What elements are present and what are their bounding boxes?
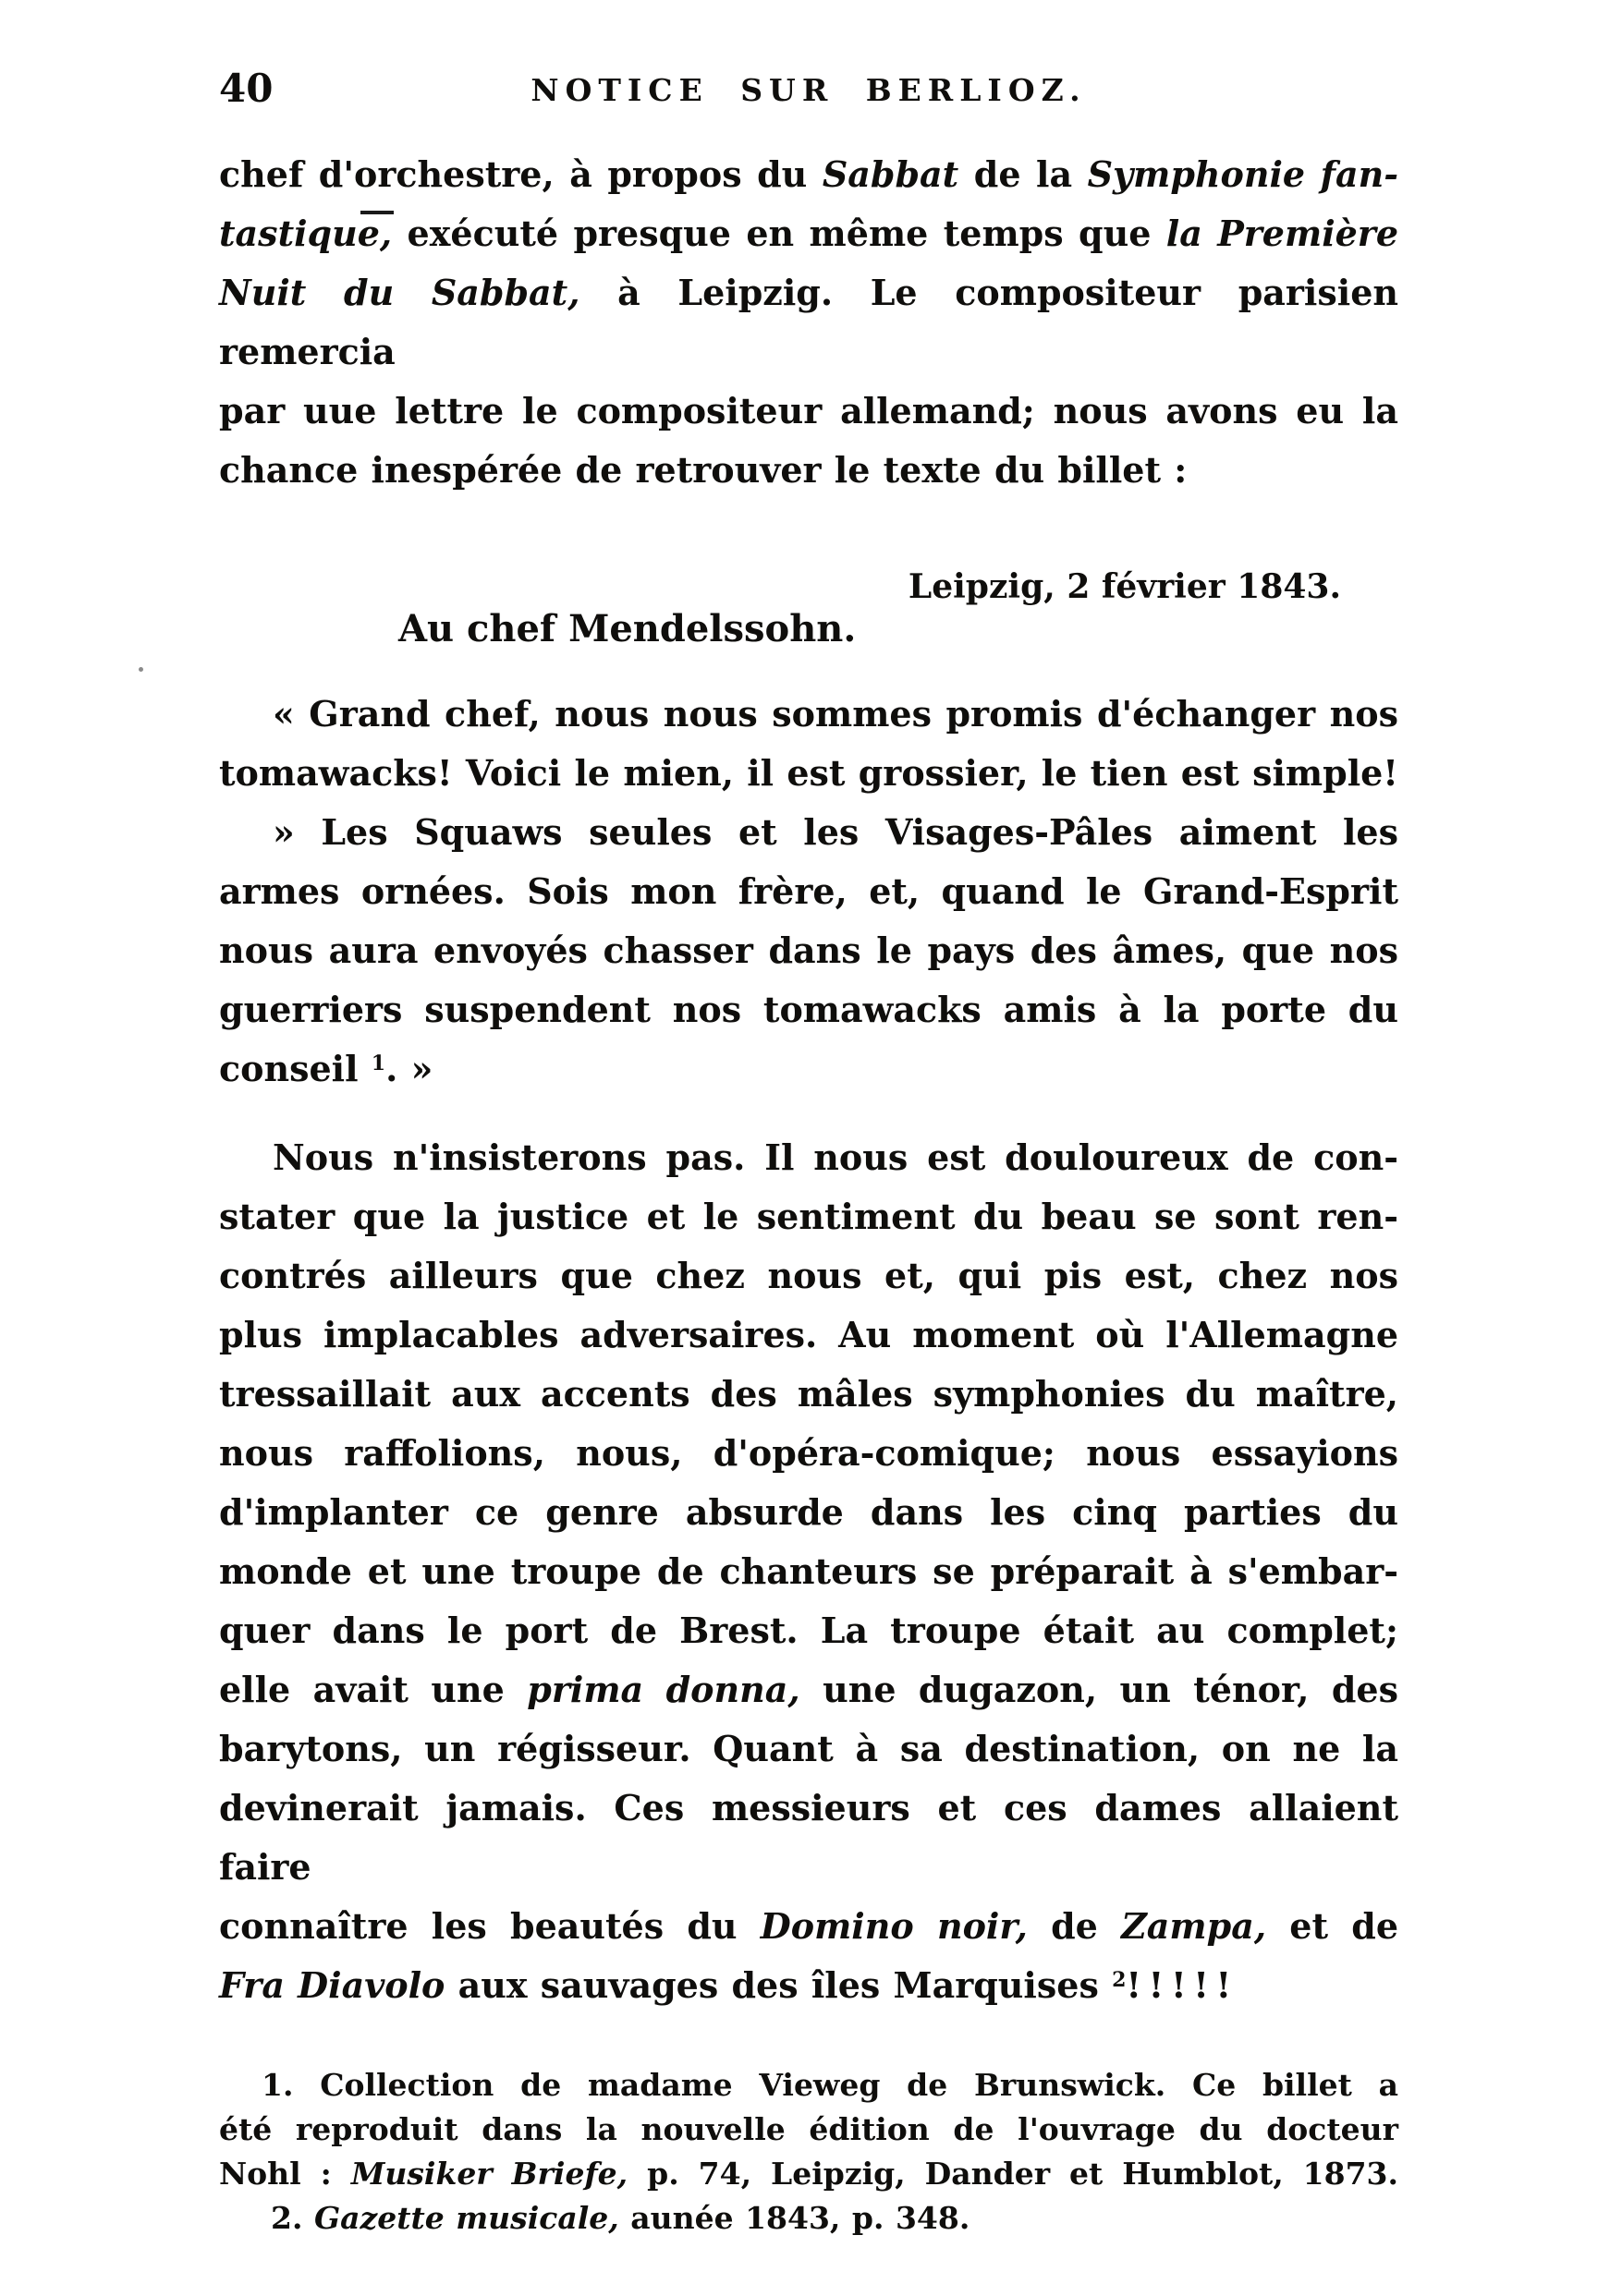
text-segment: » Les Squaws seules et les Visages-Pâles aiment les xyxy=(273,811,1398,853)
text-segment: chance inespérée de retrouver le texte du billet : xyxy=(219,449,1188,491)
text-segment: barytons, un régisseur. Quant à sa destination, on ne la xyxy=(219,1728,1398,1769)
text-segment: Nohl : xyxy=(219,2156,351,2192)
text-line xyxy=(219,1897,1398,1956)
text-segment: contrés ailleurs que chez nous et, qui pis est, chez nos xyxy=(219,1255,1398,1296)
text-segment: « Grand chef, nous nous sommes promis d'échanger nos xyxy=(273,693,1398,735)
text-segment: Nous n'insisterons pas. Il nous est douloureux de con- xyxy=(273,1136,1398,1178)
text-line xyxy=(219,1306,1398,1365)
letter-salutation: Au chef Mendelssohn. xyxy=(398,607,857,650)
italic-text: Musiker Briefe, xyxy=(350,2156,628,2192)
footnote-2 xyxy=(219,2196,1398,2241)
text-segment: devinerait jamais. Ces messieurs et ces dames allaient faire xyxy=(219,1787,1398,1888)
text-segment: armes ornées. Sois mon frère, et, quand le Grand-Esprit xyxy=(219,870,1398,912)
text-line xyxy=(219,1128,1398,1187)
text-line xyxy=(219,685,1398,744)
text-line xyxy=(219,803,1398,862)
text-segment: plus implacables adversaires. Au moment où l'Allemagne xyxy=(219,1314,1398,1355)
text-segment: 1. Collection de madame Vieweg de Brunswick. Ce billet a xyxy=(262,2067,1398,2103)
text-line xyxy=(219,980,1398,1039)
text-line xyxy=(219,1956,1398,2021)
text-segment: connaître les beautés du xyxy=(219,1905,761,1947)
italic-text: la Première xyxy=(1165,213,1398,254)
footnote-marker: 1 xyxy=(371,1051,386,1075)
text-line xyxy=(219,2152,1398,2196)
text-segment: aux sauvages des îles Marquises xyxy=(445,1964,1113,2006)
text-line xyxy=(219,263,1398,382)
italic-text: tastique, xyxy=(219,213,393,254)
text-segment: aunée 1843, p. 348. xyxy=(618,2200,970,2236)
italic-text: Nuit du Sabbat, xyxy=(219,272,580,313)
text-segment: monde et une troupe de chanteurs se préparait à s'embar- xyxy=(219,1550,1398,1592)
text-segment: nous raffolions, nous, d'opéra-comique; nous essayions xyxy=(219,1432,1398,1474)
text-segment: elle avait une xyxy=(219,1669,528,1710)
text-line xyxy=(219,1365,1398,1424)
text-segment: par uue lettre le compositeur allemand; nous avons eu la xyxy=(219,390,1398,431)
italic-text: Domino noir, xyxy=(760,1905,1028,1947)
text-line xyxy=(219,862,1398,921)
text-segment: de la xyxy=(958,153,1088,195)
text-line xyxy=(219,744,1398,803)
text-line xyxy=(219,145,1398,204)
italic-text: Gazette musicale, xyxy=(313,2200,619,2236)
letter-dateline: Leipzig, 2 février 1843. xyxy=(908,567,1341,606)
text-segment: 2. xyxy=(271,2200,314,2236)
paragraph-continuation xyxy=(219,145,1398,500)
text-segment: conseil xyxy=(219,1048,372,1089)
text-line xyxy=(219,2063,1398,2108)
text-segment: à Leipzig. Le compositeur parisien remercia xyxy=(219,272,1398,372)
text-segment: ! ! ! ! ! xyxy=(1126,1964,1232,2006)
text-segment: p. 74, Leipzig, Dander et Humblot, 1873. xyxy=(628,2156,1398,2192)
italic-text: Sabbat xyxy=(822,153,959,195)
text-segment: exécuté presque en même temps que xyxy=(392,213,1166,254)
print-artifact xyxy=(139,667,143,672)
letter-paragraph-1 xyxy=(219,685,1398,803)
text-segment: de xyxy=(1027,1905,1122,1947)
text-line xyxy=(219,921,1398,980)
text-segment: nous aura envoyés chasser dans le pays des âmes, que nos xyxy=(219,929,1398,971)
text-segment: chef d'orchestre, à propos du xyxy=(219,153,823,195)
text-segment: guerriers suspendent nos tomawacks amis à la porte du xyxy=(219,989,1398,1030)
italic-text: prima donna, xyxy=(527,1669,800,1710)
letter-paragraph-2 xyxy=(219,803,1398,1104)
text-line xyxy=(219,441,1398,500)
running-header: NOTICE SUR BERLIOZ. xyxy=(531,72,1087,108)
text-segment: tomawacks! Voici le mien, il est grossier, le tien est simple! xyxy=(219,752,1398,794)
footnote-marker: 2 xyxy=(1112,1967,1127,1992)
text-line xyxy=(219,1779,1398,1897)
text-line xyxy=(219,1424,1398,1483)
text-line xyxy=(219,2108,1398,2152)
footnote-1 xyxy=(219,2063,1398,2196)
text-segment: tressaillait aux accents des mâles symphonies du maître, xyxy=(219,1373,1398,1415)
text-segment: stater que la justice et le sentiment du beau se sont ren- xyxy=(219,1196,1398,1237)
text-line xyxy=(219,1483,1398,1542)
text-line xyxy=(219,1039,1398,1104)
text-line xyxy=(219,382,1398,441)
text-line xyxy=(219,1187,1398,1246)
page-number: 40 xyxy=(219,66,274,111)
body-paragraph xyxy=(219,1128,1398,2021)
text-line xyxy=(219,1542,1398,1601)
text-segment: quer dans le port de Brest. La troupe était au complet; xyxy=(219,1610,1398,1651)
text-segment: . » xyxy=(385,1048,433,1089)
italic-text: Symphonie fan- xyxy=(1087,153,1398,195)
text-line xyxy=(219,1246,1398,1306)
text-line xyxy=(219,204,1398,263)
text-segment: une dugazon, un ténor, des xyxy=(799,1669,1399,1710)
italic-text: Zampa, xyxy=(1121,1905,1267,1947)
text-line xyxy=(219,2196,1398,2241)
text-segment: été reproduit dans la nouvelle édition de l'ouvrage du docteur xyxy=(219,2111,1398,2147)
text-segment: d'implanter ce genre absurde dans les cinq parties du xyxy=(219,1491,1398,1533)
text-line xyxy=(219,1719,1398,1779)
italic-text: Fra Diavolo xyxy=(219,1964,445,2006)
text-line xyxy=(219,1601,1398,1660)
text-segment: et de xyxy=(1266,1905,1398,1947)
text-column xyxy=(219,145,1398,2241)
text-line xyxy=(219,1660,1398,1719)
